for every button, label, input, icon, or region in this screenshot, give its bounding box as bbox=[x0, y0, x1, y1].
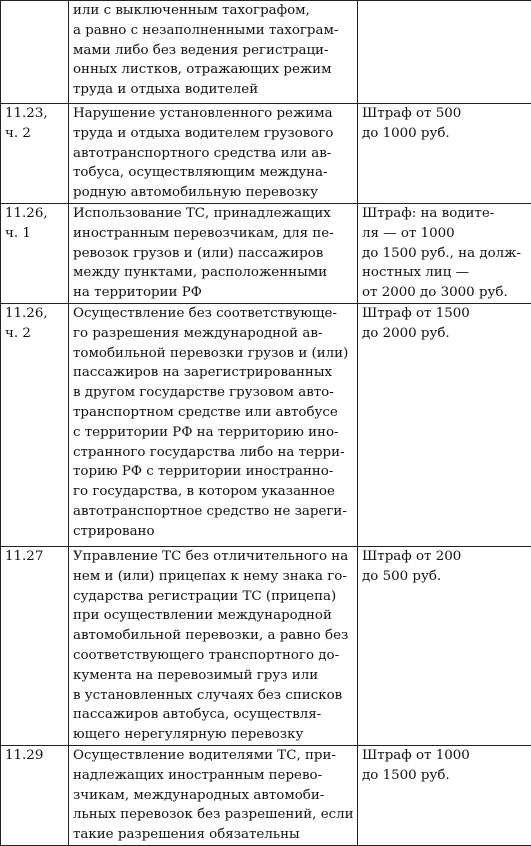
penalty-cell bbox=[358, 745, 531, 845]
violation-cell bbox=[69, 203, 358, 303]
article-text: 11.29 bbox=[5, 746, 65, 766]
penalty-cell bbox=[358, 104, 531, 204]
violation-text: или с выключенным тахографом, а равно с незаполненными тахограм- мами либо без ведения регистраци- онных листков, отражающих режим труда и отдыха водителей bbox=[73, 1, 354, 100]
violation-cell bbox=[69, 1, 358, 104]
violation-text: Управление ТС без отличительного на нем и (или) прицепах к нему знака го- сударства регистрации ТС (прицепа) при осуществлении международной автомобильной перевозки, а равно без соответствующего транспортного до- кумента на перевозимый груз или в установленных случаях без списков пассажиров автобуса, осуществля- ющего нерегулярную перевозку bbox=[73, 547, 354, 745]
article-text: 11.23, ч. 2 bbox=[5, 104, 65, 144]
penalty-text: Штраф от 500 до 1000 руб. bbox=[362, 104, 528, 144]
table-row bbox=[1, 203, 531, 303]
penalty-text: Штраф: на водите- ля — от 1000 до 1500 руб., на долж- ностных лиц — от 2000 до 3000 руб. bbox=[362, 204, 528, 303]
penalty-cell bbox=[358, 1, 531, 104]
article-cell bbox=[1, 104, 69, 204]
violation-text: Нарушение установленного режима труда и отдыха водителем грузового автотранспортного средства или ав- тобуса, осуществляющим междуна- родную автомобильную перевозку bbox=[73, 104, 354, 203]
violation-cell bbox=[69, 303, 358, 546]
penalty-cell bbox=[358, 546, 531, 745]
violation-text: Осуществление без соответствующе- го разрешения международной ав- томобильной перевозки грузов и (или) пассажиров на зарегистрированных в другом государстве грузовом авто- транспортном средстве или автобусе с территории РФ на территорию ино- странного государства либо на терри- торию РФ с территории иностранно- го государства, в котором указанное автотранспортное средство не зареги- стрировано bbox=[73, 304, 354, 542]
violation-cell bbox=[69, 104, 358, 204]
table-row bbox=[1, 104, 531, 204]
violation-cell bbox=[69, 745, 358, 845]
penalty-text: Штраф от 1000 до 1500 руб. bbox=[362, 746, 528, 786]
penalty-cell bbox=[358, 303, 531, 546]
violation-text: Осуществление водителями ТС, при- надлежащих иностранным перево- зчикам, международных автомоби- льных перевозок без разрешений, если такие разрешения обязательны bbox=[73, 746, 354, 845]
violation-text: Использование ТС, принадлежащих иностранным перевозчикам, для пе- ревозок грузов и (или) пассажиров между пунктами, расположенными на территории РФ bbox=[73, 204, 354, 303]
article-cell bbox=[1, 745, 69, 845]
article-text: 11.26, ч. 2 bbox=[5, 304, 65, 344]
article-text: 11.27 bbox=[5, 547, 65, 567]
table-row bbox=[1, 303, 531, 546]
article-cell bbox=[1, 203, 69, 303]
penalty-text: Штраф от 1500 до 2000 руб. bbox=[362, 304, 528, 344]
penalty-text: Штраф от 200 до 500 руб. bbox=[362, 547, 528, 587]
article-text: 11.26, ч. 1 bbox=[5, 204, 65, 244]
table-row bbox=[1, 745, 531, 845]
article-cell bbox=[1, 546, 69, 745]
article-cell bbox=[1, 303, 69, 546]
penalty-cell bbox=[358, 203, 531, 303]
table-row bbox=[1, 1, 531, 104]
violation-cell bbox=[69, 546, 358, 745]
table-row bbox=[1, 546, 531, 745]
article-cell bbox=[1, 1, 69, 104]
